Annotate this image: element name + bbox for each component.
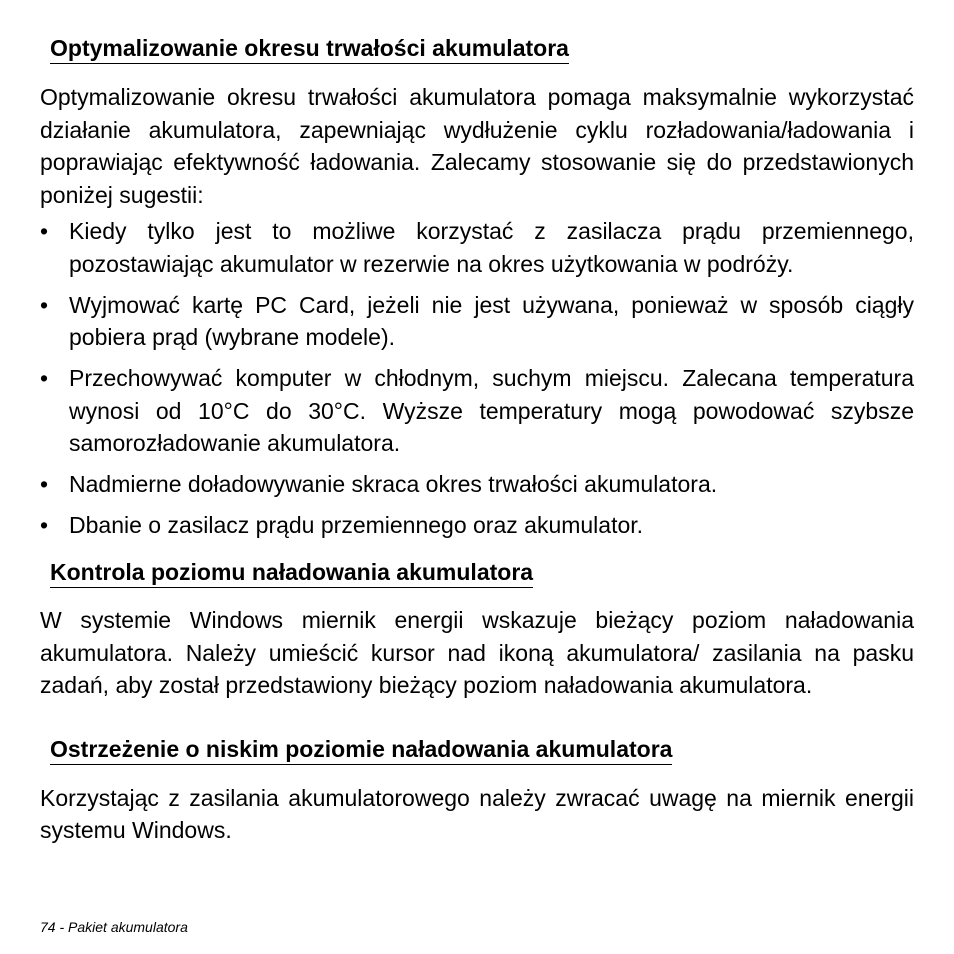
bullet-marker: • bbox=[40, 218, 49, 244]
section-heading-low-battery-warning: Ostrzeżenie o niskim poziomie naładowania akumulatora bbox=[50, 735, 672, 765]
list-item-text: Wyjmować kartę PC Card, jeżeli nie jest używana, ponieważ w sposób ciągły pobiera prąd (wybrane modele). bbox=[69, 291, 914, 350]
bullet-marker: • bbox=[40, 471, 49, 497]
page-content bbox=[40, 30, 914, 847]
list-item-text: Dbanie o zasilacz prądu przemiennego oraz akumulator. bbox=[69, 512, 644, 538]
list-item bbox=[40, 362, 914, 460]
list-item-text: Nadmierne doładowywanie skraca okres trwałości akumulatora. bbox=[69, 471, 718, 497]
page-footer: 74 - Pakiet akumulatora bbox=[40, 919, 188, 935]
section-paragraph-battery-life: Optymalizowanie okresu trwałości akumulatora pomaga maksymalnie wykorzystać działanie akumulatora, zapewniając wydłużenie cyklu rozładowania/ładowania i poprawiając efektywność ładowania. Zalecamy stosowanie się do przedstawionych poniżej sugestii: bbox=[40, 84, 914, 208]
list-item-text: Przechowywać komputer w chłodnym, suchym miejscu. Zalecana temperatura wynosi od 10°C do 30°C. Wyższe temperatury mogą powodować szybsze samorozładowanie akumulatora. bbox=[69, 365, 914, 456]
section-paragraph-charge-level: W systemie Windows miernik energii wskazuje bieżący poziom naładowania akumulatora. Należy umieścić kursor nad ikoną akumulatora/ zasilania na pasku zadań, aby został przedstawiony bieżący poziom naładowania akumulatora. bbox=[40, 607, 914, 698]
section-heading-charge-level: Kontrola poziomu naładowania akumulatora bbox=[50, 558, 533, 588]
section-paragraph-low-battery-warning: Korzystając z zasilania akumulatorowego należy zwracać uwagę na miernik energii systemu Windows. bbox=[40, 784, 914, 843]
battery-tips-list bbox=[40, 215, 914, 542]
bullet-marker: • bbox=[40, 512, 49, 538]
list-item bbox=[40, 468, 914, 501]
bullet-marker: • bbox=[40, 291, 49, 318]
list-item-text: Kiedy tylko jest to możliwe korzystać z zasilacza prądu przemiennego, pozostawiając akumulator w rezerwie na okres użytkowania w podróży. bbox=[69, 218, 914, 277]
bullet-marker: • bbox=[40, 365, 49, 391]
list-item bbox=[40, 509, 914, 542]
section-heading-battery-life: Optymalizowanie okresu trwałości akumulatora bbox=[50, 34, 569, 64]
list-item bbox=[40, 215, 914, 280]
list-item bbox=[40, 289, 914, 354]
